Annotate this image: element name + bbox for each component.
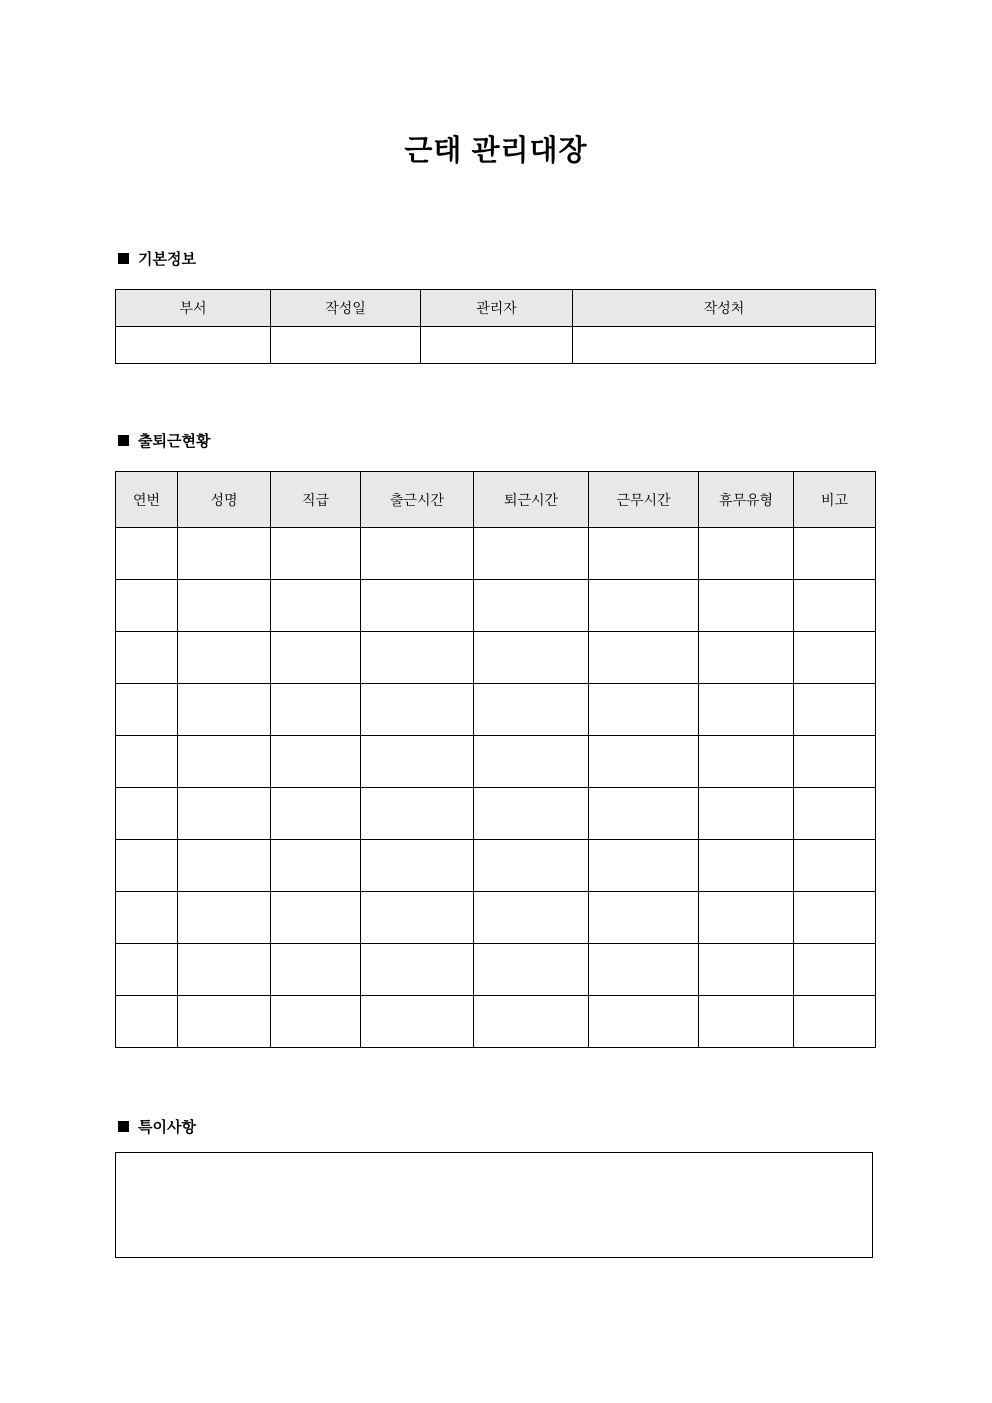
cell-rank[interactable] bbox=[271, 684, 361, 736]
commute-status-table bbox=[115, 471, 876, 1048]
cell-leave-type[interactable] bbox=[699, 632, 794, 684]
cell-work-hours[interactable] bbox=[589, 788, 699, 840]
table-row bbox=[116, 684, 876, 736]
cell-manager[interactable] bbox=[421, 327, 573, 364]
cell-rank[interactable] bbox=[271, 788, 361, 840]
cell-remarks[interactable] bbox=[794, 632, 876, 684]
column-header-prepared-by: 작성처 bbox=[573, 290, 876, 327]
cell-work-hours[interactable] bbox=[589, 996, 699, 1048]
cell-name[interactable] bbox=[178, 528, 271, 580]
cell-rank[interactable] bbox=[271, 996, 361, 1048]
cell-clock-out[interactable] bbox=[474, 528, 589, 580]
table-row bbox=[116, 736, 876, 788]
cell-work-hours[interactable] bbox=[589, 684, 699, 736]
cell-work-hours[interactable] bbox=[589, 736, 699, 788]
cell-work-hours[interactable] bbox=[589, 840, 699, 892]
cell-prepared-by[interactable] bbox=[573, 327, 876, 364]
section-heading-commute-status bbox=[118, 434, 210, 449]
section-heading-commute-status-label: 출퇴근현황 bbox=[138, 433, 211, 450]
cell-rank[interactable] bbox=[271, 944, 361, 996]
table-row bbox=[116, 580, 876, 632]
cell-seq[interactable] bbox=[116, 528, 178, 580]
section-heading-special-notes bbox=[118, 1120, 196, 1135]
cell-seq[interactable] bbox=[116, 684, 178, 736]
cell-seq[interactable] bbox=[116, 632, 178, 684]
column-header-clock-out: 퇴근시간 bbox=[474, 472, 589, 528]
cell-seq[interactable] bbox=[116, 996, 178, 1048]
cell-leave-type[interactable] bbox=[699, 996, 794, 1048]
cell-name[interactable] bbox=[178, 684, 271, 736]
cell-clock-out[interactable] bbox=[474, 580, 589, 632]
column-header-seq: 연번 bbox=[116, 472, 178, 528]
cell-name[interactable] bbox=[178, 580, 271, 632]
cell-clock-in[interactable] bbox=[361, 996, 474, 1048]
cell-clock-out[interactable] bbox=[474, 996, 589, 1048]
cell-rank[interactable] bbox=[271, 580, 361, 632]
cell-work-hours[interactable] bbox=[589, 944, 699, 996]
cell-name[interactable] bbox=[178, 632, 271, 684]
cell-rank[interactable] bbox=[271, 892, 361, 944]
cell-seq[interactable] bbox=[116, 892, 178, 944]
table-header-row bbox=[116, 290, 876, 327]
cell-name[interactable] bbox=[178, 736, 271, 788]
column-header-department: 부서 bbox=[116, 290, 271, 327]
cell-name[interactable] bbox=[178, 996, 271, 1048]
cell-clock-in[interactable] bbox=[361, 736, 474, 788]
cell-clock-out[interactable] bbox=[474, 944, 589, 996]
special-notes-box[interactable] bbox=[115, 1152, 873, 1258]
cell-remarks[interactable] bbox=[794, 996, 876, 1048]
cell-clock-in[interactable] bbox=[361, 528, 474, 580]
table-row bbox=[116, 892, 876, 944]
column-header-clock-in: 출근시간 bbox=[361, 472, 474, 528]
cell-remarks[interactable] bbox=[794, 840, 876, 892]
cell-remarks[interactable] bbox=[794, 892, 876, 944]
cell-remarks[interactable] bbox=[794, 788, 876, 840]
cell-rank[interactable] bbox=[271, 632, 361, 684]
cell-leave-type[interactable] bbox=[699, 736, 794, 788]
cell-rank[interactable] bbox=[271, 840, 361, 892]
cell-leave-type[interactable] bbox=[699, 788, 794, 840]
cell-clock-in[interactable] bbox=[361, 892, 474, 944]
cell-seq[interactable] bbox=[116, 736, 178, 788]
cell-clock-in[interactable] bbox=[361, 944, 474, 996]
table-row bbox=[116, 788, 876, 840]
cell-rank[interactable] bbox=[271, 736, 361, 788]
cell-leave-type[interactable] bbox=[699, 528, 794, 580]
cell-leave-type[interactable] bbox=[699, 892, 794, 944]
table-row bbox=[116, 840, 876, 892]
table-row bbox=[116, 327, 876, 364]
column-header-remarks: 비고 bbox=[794, 472, 876, 528]
cell-clock-out[interactable] bbox=[474, 840, 589, 892]
cell-name[interactable] bbox=[178, 840, 271, 892]
section-heading-basic-info bbox=[118, 252, 196, 267]
cell-seq[interactable] bbox=[116, 840, 178, 892]
cell-clock-out[interactable] bbox=[474, 736, 589, 788]
table-row bbox=[116, 632, 876, 684]
cell-clock-out[interactable] bbox=[474, 684, 589, 736]
cell-rank[interactable] bbox=[271, 528, 361, 580]
cell-name[interactable] bbox=[178, 892, 271, 944]
cell-clock-in[interactable] bbox=[361, 788, 474, 840]
table-row bbox=[116, 528, 876, 580]
section-marker-icon bbox=[118, 1121, 129, 1132]
column-header-name: 성명 bbox=[178, 472, 271, 528]
column-header-manager: 관리자 bbox=[421, 290, 573, 327]
table-header-row bbox=[116, 472, 876, 528]
column-header-date: 작성일 bbox=[271, 290, 421, 327]
column-header-work-hours: 근무시간 bbox=[589, 472, 699, 528]
basic-info-table bbox=[115, 289, 876, 364]
cell-clock-in[interactable] bbox=[361, 632, 474, 684]
cell-name[interactable] bbox=[178, 788, 271, 840]
cell-date[interactable] bbox=[271, 327, 421, 364]
cell-clock-out[interactable] bbox=[474, 892, 589, 944]
cell-clock-in[interactable] bbox=[361, 840, 474, 892]
cell-clock-in[interactable] bbox=[361, 684, 474, 736]
section-heading-basic-info-label: 기본정보 bbox=[138, 251, 196, 268]
cell-remarks[interactable] bbox=[794, 736, 876, 788]
cell-clock-out[interactable] bbox=[474, 788, 589, 840]
cell-seq[interactable] bbox=[116, 580, 178, 632]
cell-work-hours[interactable] bbox=[589, 580, 699, 632]
cell-leave-type[interactable] bbox=[699, 684, 794, 736]
page-title: 근태 관리대장 bbox=[404, 135, 588, 167]
cell-leave-type[interactable] bbox=[699, 580, 794, 632]
cell-leave-type[interactable] bbox=[699, 840, 794, 892]
cell-work-hours[interactable] bbox=[589, 528, 699, 580]
cell-seq[interactable] bbox=[116, 788, 178, 840]
cell-name[interactable] bbox=[178, 944, 271, 996]
cell-leave-type[interactable] bbox=[699, 944, 794, 996]
table-row bbox=[116, 944, 876, 996]
cell-clock-in[interactable] bbox=[361, 580, 474, 632]
column-header-rank: 직급 bbox=[271, 472, 361, 528]
section-marker-icon bbox=[118, 435, 129, 446]
cell-department[interactable] bbox=[116, 327, 271, 364]
cell-remarks[interactable] bbox=[794, 528, 876, 580]
cell-seq[interactable] bbox=[116, 944, 178, 996]
cell-work-hours[interactable] bbox=[589, 632, 699, 684]
section-heading-special-notes-label: 특이사항 bbox=[138, 1119, 196, 1136]
table-row bbox=[116, 996, 876, 1048]
column-header-leave-type: 휴무유형 bbox=[699, 472, 794, 528]
section-marker-icon bbox=[118, 253, 129, 264]
cell-remarks[interactable] bbox=[794, 580, 876, 632]
cell-clock-out[interactable] bbox=[474, 632, 589, 684]
cell-remarks[interactable] bbox=[794, 684, 876, 736]
cell-work-hours[interactable] bbox=[589, 892, 699, 944]
cell-remarks[interactable] bbox=[794, 944, 876, 996]
